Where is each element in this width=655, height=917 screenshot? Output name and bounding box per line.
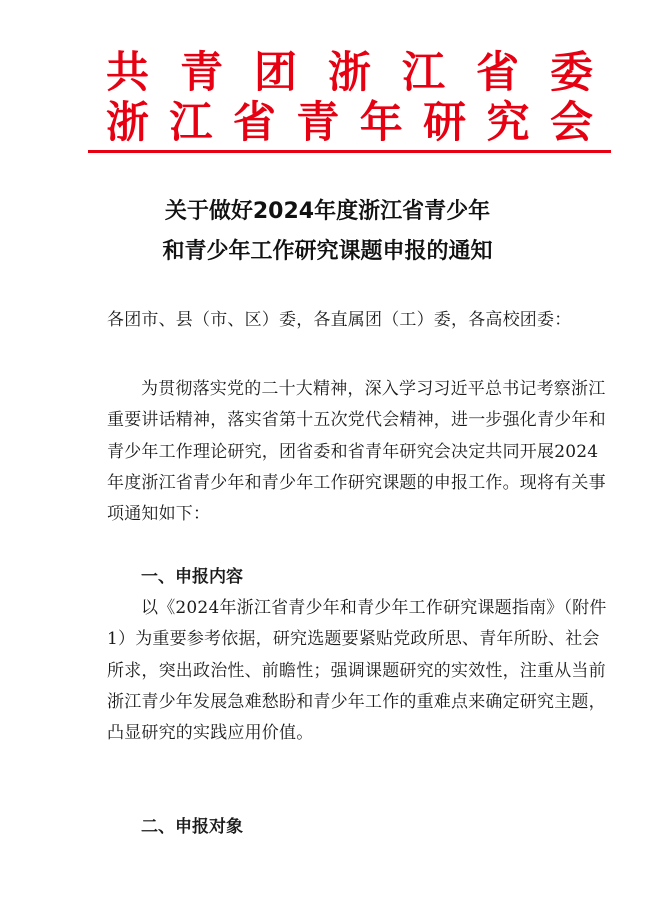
intro-paragraph: 为贯彻落实党的二十大精神，深入学习习近平总书记考察浙江重要讲话精神，落实省第十五次党代会精神，进一步强化青少年和青少年工作理论研究，团省委和省青年研究会决定共同开展2024年度浙江省青少年和青少年工作研究课题的申报工作。现将有关事项通知如下：	[107, 379, 606, 525]
letterhead-char: 共	[106, 48, 149, 98]
document-title-line-1: 关于做好2024年度浙江省青少年	[164, 199, 491, 224]
letterhead-char: 江	[402, 48, 445, 98]
letterhead-char: 浙	[106, 98, 149, 148]
letterhead-char: 研	[423, 98, 467, 148]
letterhead-divider	[88, 150, 611, 153]
letterhead-char: 委	[550, 48, 593, 98]
letterhead-line-1	[0, 48, 655, 98]
section-body-content: 以《2024年浙江省青少年和青少年工作研究课题指南》（附件1）为重要参考依据，研究选题要紧贴党政所思、青年所盼、社会所求，突出政治性、前瞻性；强调课题研究的实效性，注重从当前浙江青少年发展急难愁盼和青少年工作的重难点来确定研究主题，凸显研究的实践应用价值。	[107, 598, 607, 744]
letterhead-line-2	[0, 98, 655, 148]
section-heading-applicants: 二、申报对象	[141, 817, 243, 837]
letterhead-char: 团	[254, 48, 297, 98]
letterhead-char: 青	[180, 48, 223, 98]
letterhead-char: 年	[359, 98, 403, 148]
salutation: 各团市、县（市、区）委，各直属团（工）委，各高校团委：	[107, 310, 572, 330]
letterhead-char: 究	[486, 98, 530, 148]
letterhead-char: 青	[296, 98, 340, 148]
letterhead-char: 省	[476, 48, 519, 98]
section-heading-content: 一、申报内容	[141, 567, 243, 587]
letterhead-char: 浙	[328, 48, 371, 98]
letterhead-char: 会	[549, 98, 593, 148]
document-title-line-2: 和青少年工作研究课题申报的通知	[162, 239, 493, 264]
letterhead-char: 省	[232, 98, 276, 148]
letterhead-char: 江	[169, 98, 213, 148]
